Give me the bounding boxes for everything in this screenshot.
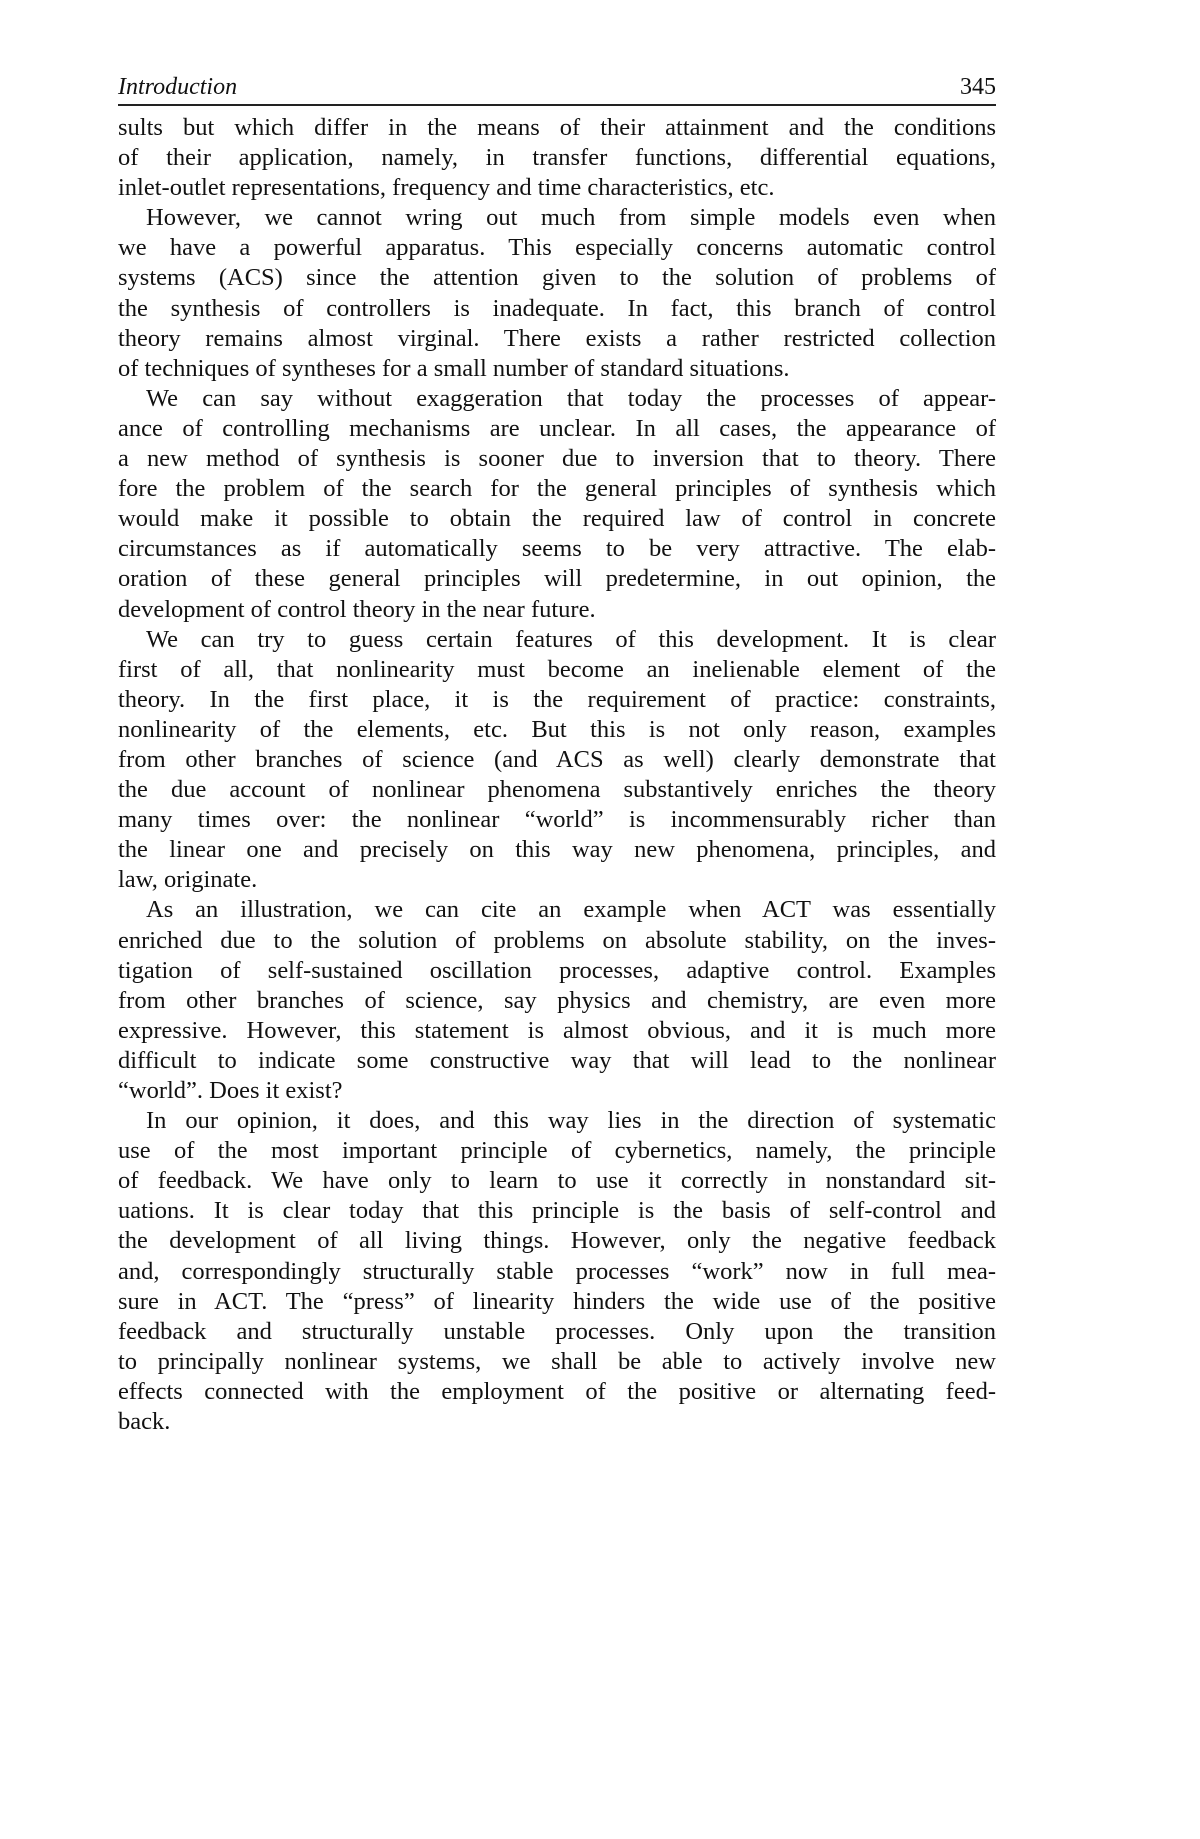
text-line: “world”. Does it exist? [118, 1076, 996, 1106]
body-text [118, 113, 996, 1437]
text-line: and, correspondingly structurally stable processes “work” now in full mea- [118, 1257, 996, 1287]
text-line: to principally nonlinear systems, we shall be able to actively involve new [118, 1347, 996, 1377]
text-line: sults but which differ in the means of their attainment and the conditions [118, 113, 996, 143]
text-line: We can try to guess certain features of this development. It is clear [118, 625, 996, 655]
text-line: fore the problem of the search for the general principles of synthesis which [118, 474, 996, 504]
text-line: the due account of nonlinear phenomena substantively enriches the theory [118, 775, 996, 805]
text-line: of techniques of syntheses for a small number of standard situations. [118, 354, 996, 384]
paragraph [118, 384, 996, 625]
text-line: development of control theory in the near future. [118, 595, 996, 625]
text-line: law, originate. [118, 865, 996, 895]
text-line: inlet-outlet representations, frequency and time characteristics, etc. [118, 173, 996, 203]
paragraph [118, 895, 996, 1106]
text-line: many times over: the nonlinear “world” is incommensurably richer than [118, 805, 996, 835]
paragraph [118, 203, 996, 384]
text-line: circumstances as if automatically seems to be very attractive. The elab- [118, 534, 996, 564]
text-line: the synthesis of controllers is inadequate. In fact, this branch of control [118, 294, 996, 324]
text-line: effects connected with the employment of the positive or alternating feed- [118, 1377, 996, 1407]
text-line: back. [118, 1407, 996, 1437]
text-line: first of all, that nonlinearity must become an inelienable element of the [118, 655, 996, 685]
running-title: Introduction [118, 74, 237, 101]
text-line: However, we cannot wring out much from simple models even when [118, 203, 996, 233]
text-line: we have a powerful apparatus. This especially concerns automatic control [118, 233, 996, 263]
text-line: difficult to indicate some constructive way that will lead to the nonlinear [118, 1046, 996, 1076]
paragraph [118, 1106, 996, 1437]
text-line: systems (ACS) since the attention given to the solution of problems of [118, 263, 996, 293]
text-line: would make it possible to obtain the required law of control in concrete [118, 504, 996, 534]
text-line: a new method of synthesis is sooner due to inversion that to theory. There [118, 444, 996, 474]
text-line: from other branches of science, say physics and chemistry, are even more [118, 986, 996, 1016]
text-line: of their application, namely, in transfer functions, differential equations, [118, 143, 996, 173]
text-line: enriched due to the solution of problems on absolute stability, on the inves- [118, 926, 996, 956]
text-line: from other branches of science (and ACS as well) clearly demonstrate that [118, 745, 996, 775]
text-line: oration of these general principles will predetermine, in out opinion, the [118, 564, 996, 594]
page-header [118, 72, 996, 106]
page-number: 345 [960, 74, 996, 101]
text-line: theory remains almost virginal. There exists a rather restricted collection [118, 324, 996, 354]
text-line: feedback and structurally unstable processes. Only upon the transition [118, 1317, 996, 1347]
text-line: of feedback. We have only to learn to use it correctly in nonstandard sit- [118, 1166, 996, 1196]
text-line: sure in ACT. The “press” of linearity hinders the wide use of the positive [118, 1287, 996, 1317]
text-line: As an illustration, we can cite an example when ACT was essentially [118, 895, 996, 925]
text-line: expressive. However, this statement is almost obvious, and it is much more [118, 1016, 996, 1046]
text-line: We can say without exaggeration that today the processes of appear- [118, 384, 996, 414]
text-line: use of the most important principle of cybernetics, namely, the principle [118, 1136, 996, 1166]
text-line: uations. It is clear today that this principle is the basis of self-control and [118, 1196, 996, 1226]
text-line: ance of controlling mechanisms are unclear. In all cases, the appearance of [118, 414, 996, 444]
text-line: nonlinearity of the elements, etc. But this is not only reason, examples [118, 715, 996, 745]
text-line: In our opinion, it does, and this way lies in the direction of systematic [118, 1106, 996, 1136]
text-line: theory. In the first place, it is the requirement of practice: constraints, [118, 685, 996, 715]
text-line: the linear one and precisely on this way new phenomena, principles, and [118, 835, 996, 865]
paragraph [118, 625, 996, 896]
text-line: the development of all living things. However, only the negative feedback [118, 1226, 996, 1256]
paragraph [118, 113, 996, 203]
text-line: tigation of self-sustained oscillation processes, adaptive control. Examples [118, 956, 996, 986]
